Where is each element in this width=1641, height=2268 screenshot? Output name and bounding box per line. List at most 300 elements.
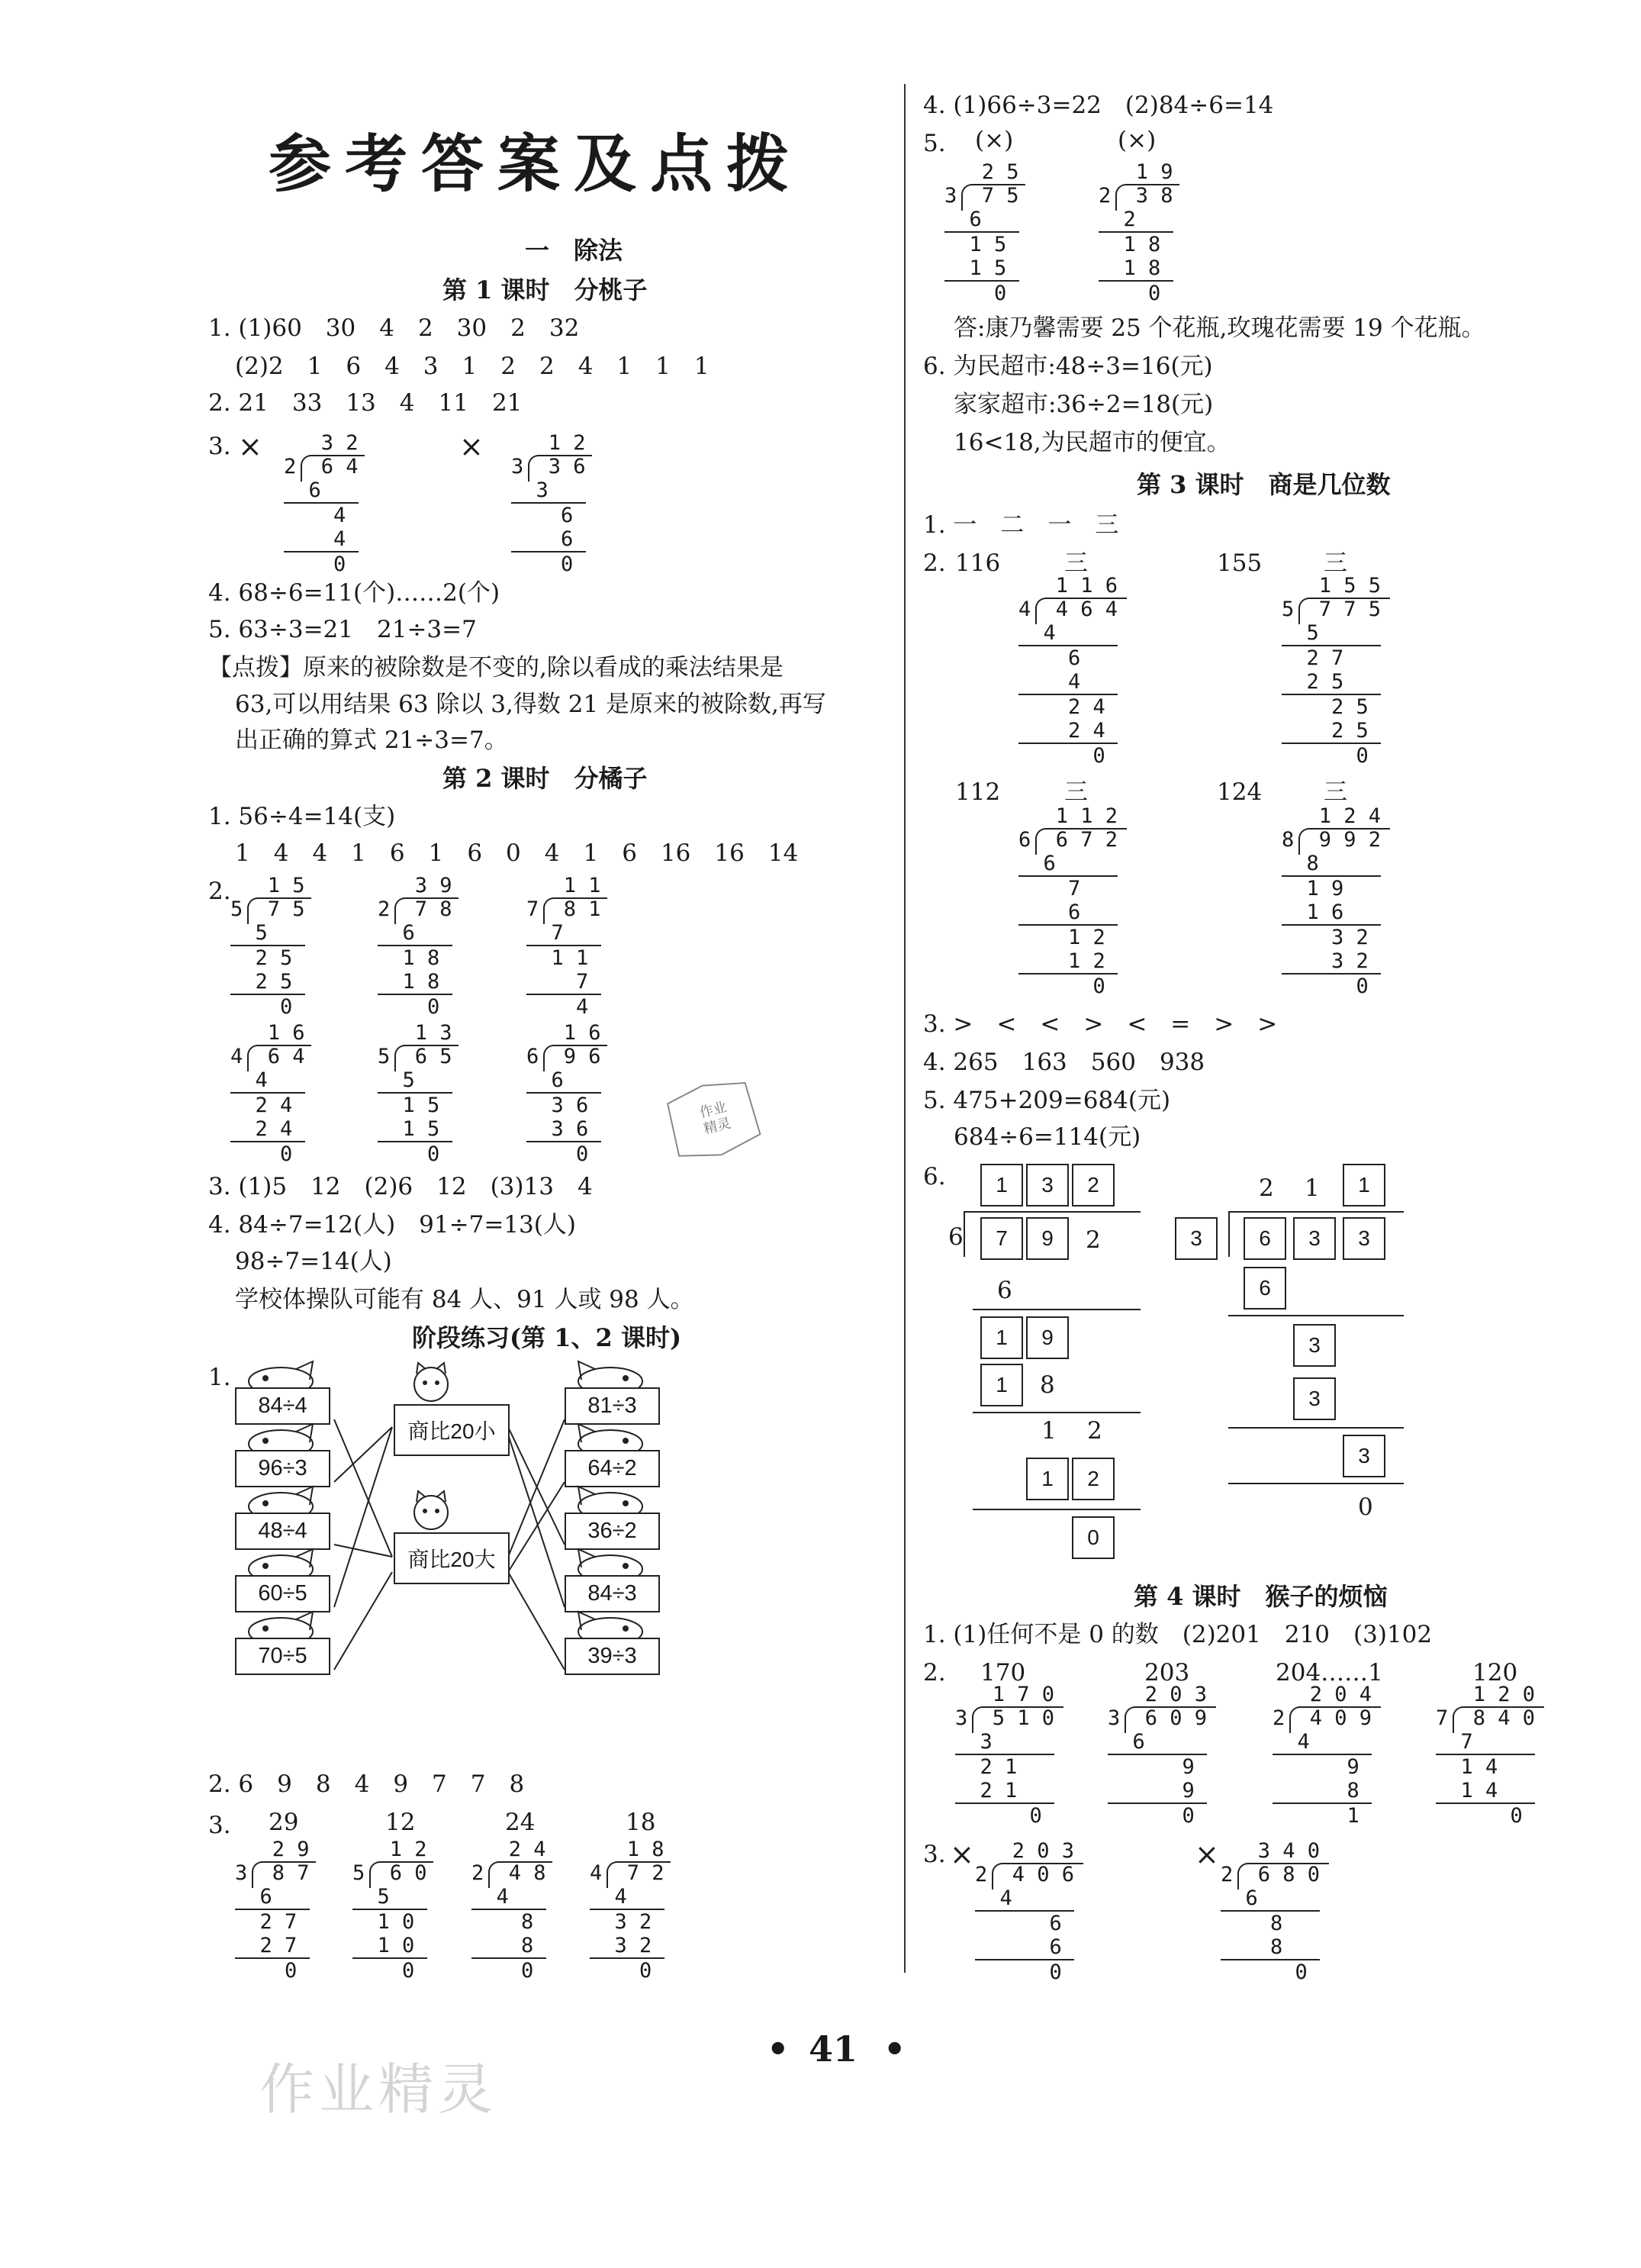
cat-box-bigger: 商比20大 (394, 1532, 510, 1584)
division-quotient: 1 8 (590, 1838, 664, 1861)
division-step: 0 (1099, 282, 1161, 305)
stage-q3-label: 18 (626, 1809, 656, 1836)
division-quotient: 2 9 (235, 1838, 310, 1861)
division-step: 6 (378, 921, 452, 946)
l3-q4: 4. 265 163 560 938 (923, 1049, 1205, 1076)
division-step: 2 4 (1018, 719, 1118, 744)
division-dividend-row: 7 8 1 (526, 897, 601, 921)
division-step: 5 (352, 1885, 427, 1910)
division-step: 2 4 (1018, 695, 1105, 719)
r-q5-mark: (×) (975, 127, 1014, 154)
svg-text:精灵: 精灵 (702, 1115, 733, 1138)
division-dividend-row: 5 7 5 (230, 897, 305, 921)
l1-q5: 5. 63÷3=21 21÷3=7 (208, 616, 477, 643)
division-step: 6 (1018, 646, 1081, 670)
division-bracket (1125, 1706, 1217, 1733)
division-dividend-row: 2 4 0 9 (1273, 1706, 1372, 1730)
division-step: 1 9 (1282, 877, 1344, 900)
division-step: 0 (1018, 975, 1105, 998)
division-step: 3 2 (1282, 949, 1381, 975)
division-step: 0 (1018, 744, 1105, 768)
division-step: 0 (352, 1959, 415, 1983)
digit-box: 3 (1026, 1164, 1069, 1206)
division-bracket (369, 1861, 434, 1888)
match-line (508, 1435, 565, 1607)
division-quotient: 3 9 (378, 874, 452, 897)
division-bracket (543, 897, 608, 924)
division-quotient: 1 1 (526, 874, 601, 897)
long-division (944, 160, 1019, 305)
digit-box: 6 (1244, 1267, 1286, 1310)
l3-q5a: 5. 475+209=684(元) (923, 1087, 1171, 1114)
division-step: 7 (526, 970, 601, 995)
digit-box: 3 (1293, 1377, 1336, 1420)
division-quotient: 1 7 0 (955, 1683, 1055, 1706)
division-step: 6 (975, 1935, 1074, 1960)
l1-q3-wrong-mark-1: × (238, 430, 262, 463)
division-quotient: 2 0 3 (975, 1839, 1075, 1863)
division-bar (1228, 1211, 1404, 1213)
division-line (973, 1509, 1141, 1510)
division-dividend-row: 4 6 4 (230, 1045, 305, 1068)
division-step: 4 (471, 1885, 546, 1910)
division-step: 2 1 (955, 1779, 1054, 1804)
division-step: 0 (955, 1804, 1042, 1828)
division-step: 3 2 (590, 1934, 664, 1959)
division-step: 9 (1108, 1779, 1207, 1804)
stage-q3-label: 12 (385, 1809, 416, 1836)
long-division (975, 1839, 1074, 1984)
fish-card (565, 1358, 660, 1423)
division-bracket (394, 897, 459, 924)
division-dividend-row: 8 9 9 2 (1282, 828, 1382, 852)
division-step: 0 (378, 995, 440, 1019)
division-quotient: 1 2 4 (1282, 804, 1382, 828)
l3-q2-label: 155 (1217, 549, 1263, 577)
division-step: 6 (1018, 852, 1118, 877)
division-quotient: 1 6 (526, 1021, 601, 1045)
stamp-logo (657, 1067, 774, 1172)
division-dividend-row: 5 6 5 (378, 1045, 452, 1068)
division-step: 2 7 (235, 1934, 310, 1959)
division-dividend-row: 5 7 7 5 (1282, 598, 1382, 621)
division-step: 0 (1282, 975, 1369, 998)
l3-q3: 3. > < < > < = > > (923, 1010, 1278, 1038)
long-division (1221, 1839, 1320, 1984)
division-quotient: 1 5 (230, 874, 305, 897)
division-step: 3 (511, 478, 586, 504)
division-step: 0 (975, 1960, 1062, 1984)
division-bracket (528, 455, 593, 482)
fish-card (235, 1421, 330, 1486)
long-division (526, 1021, 601, 1166)
division-step: 0 (378, 1142, 440, 1166)
division-step: 4 (975, 1886, 1074, 1912)
l4-q2-label: 120 (1472, 1659, 1518, 1687)
division-dividend-row: 2 4 0 6 (975, 1863, 1075, 1886)
l2-q3: 3. (1)5 12 (2)6 12 (3)13 4 (208, 1173, 593, 1200)
l1-q3-wrong-mark-2: × (459, 430, 484, 463)
digit-puzzle-b (1175, 1164, 1404, 1572)
division-step: 3 (955, 1730, 1054, 1755)
division-step: 1 0 (352, 1934, 427, 1959)
r-q5: 5. (923, 130, 946, 157)
long-division (1018, 574, 1118, 768)
long-division (511, 431, 586, 576)
division-step: 0 (590, 1959, 652, 1983)
division-step: 6 (1108, 1730, 1207, 1755)
division-step: 0 (526, 1142, 589, 1166)
fish-icon (572, 1609, 648, 1641)
unit-heading: 一 除法 (525, 236, 623, 265)
division-step: 9 (1108, 1755, 1195, 1779)
digit-box: 1 (1343, 1164, 1385, 1206)
division-quotient: 1 9 (1099, 160, 1173, 184)
match-line (508, 1572, 565, 1670)
division-step: 7 (526, 921, 601, 946)
division-bracket (1289, 1706, 1382, 1733)
division-step: 0 (235, 1959, 298, 1983)
division-bracket (1298, 598, 1391, 624)
l4-q2: 2. (923, 1659, 946, 1687)
division-step: 8 (471, 1934, 546, 1959)
l2-q4c: 学校体操队可能有 84 人、91 人或 98 人。 (235, 1286, 694, 1313)
division-step: 6 (511, 527, 586, 553)
division-step: 1 1 (526, 946, 589, 970)
fish-icon (243, 1421, 319, 1453)
l2-q4b: 98÷7=14(人) (235, 1248, 392, 1275)
division-dividend-row: 3 6 0 9 (1108, 1706, 1208, 1730)
division-step: 5 (230, 921, 305, 946)
r-q5-mark: (×) (1118, 127, 1157, 154)
fish-card-expr: 70÷5 (235, 1638, 330, 1675)
fish-icon (572, 1484, 648, 1516)
l3-q2-label: 116 (955, 549, 1001, 577)
division-step: 1 4 (1436, 1755, 1498, 1779)
puzzle-a-step: 6 (997, 1277, 1012, 1304)
division-quotient: 1 1 2 (1018, 804, 1118, 828)
division-quotient: 1 2 (511, 431, 586, 455)
r-q6a: 6. 为民超市:48÷3=16(元) (923, 353, 1213, 380)
division-step: 2 5 (1282, 670, 1381, 695)
division-bracket (252, 1861, 317, 1888)
fish-card-expr: 64÷2 (565, 1450, 660, 1487)
page-number-dot-right: • (883, 2028, 906, 2070)
division-dividend-row: 3 5 1 0 (955, 1706, 1055, 1730)
division-step: 1 2 (1018, 949, 1118, 975)
lesson3-heading: 第 3 课时 商是几位数 (1137, 470, 1391, 499)
division-dividend-row: 4 4 6 4 (1018, 598, 1118, 621)
puzzle-a-divisor: 6 (948, 1223, 964, 1251)
division-quotient: 1 3 (378, 1021, 452, 1045)
long-division (1282, 804, 1381, 998)
division-step: 1 2 (1018, 926, 1105, 949)
division-step: 0 (284, 553, 346, 576)
long-division (1273, 1683, 1372, 1828)
division-quotient: 2 4 (471, 1838, 546, 1861)
division-dividend-row: 3 3 6 (511, 455, 586, 478)
division-bracket (1115, 184, 1180, 211)
digit-box: 7 (980, 1217, 1023, 1260)
match-line (334, 1545, 392, 1557)
division-bracket (992, 1863, 1084, 1889)
division-dividend-row: 3 7 5 (944, 184, 1019, 208)
l1-tip-line3: 出正确的算式 21÷3=7。 (235, 726, 508, 754)
division-bracket (488, 1861, 553, 1888)
division-step: 0 (1108, 1804, 1195, 1828)
long-division (1436, 1683, 1535, 1828)
division-step: 1 6 (1282, 900, 1381, 926)
digit-box: 2 (1072, 1164, 1115, 1206)
long-division (1099, 160, 1173, 305)
fish-card (565, 1421, 660, 1486)
long-division (235, 1838, 310, 1983)
fish-icon (243, 1484, 319, 1516)
match-line (508, 1419, 565, 1557)
division-step: 2 4 (230, 1094, 293, 1117)
fish-card (235, 1484, 330, 1548)
l3-q2: 2. (923, 549, 946, 577)
watermark: 作业精灵 (259, 2057, 498, 2121)
l1-q1a: 1. (1)60 30 4 2 30 2 32 (208, 314, 580, 342)
stage-q2: 2. 6 9 8 4 9 7 7 8 (208, 1770, 525, 1798)
page-number: 41 (809, 2028, 858, 2070)
division-bar (964, 1211, 1141, 1213)
division-quotient: 2 0 4 (1273, 1683, 1372, 1706)
division-step: 1 5 (944, 256, 1019, 282)
digit-box: 3 (1293, 1324, 1336, 1367)
division-dividend-row: 4 7 2 (590, 1861, 664, 1885)
digit-box: 9 (1026, 1217, 1069, 1260)
long-division (590, 1838, 664, 1983)
division-step: 2 5 (1282, 695, 1369, 719)
digit-box: 2 (1072, 1458, 1115, 1500)
division-step: 4 (284, 504, 346, 527)
division-line (973, 1309, 1141, 1310)
column-divider (904, 84, 906, 1973)
division-step: 0 (230, 995, 293, 1019)
division-step: 7 (1436, 1730, 1535, 1755)
division-step: 1 8 (378, 946, 440, 970)
puzzle-a-step: 2 (1087, 1417, 1102, 1445)
digit-box: 3 (1343, 1217, 1385, 1260)
division-quotient: 2 0 3 (1108, 1683, 1208, 1706)
fish-card (235, 1546, 330, 1611)
division-line (1228, 1483, 1404, 1484)
division-dividend-row: 3 8 7 (235, 1861, 310, 1885)
division-step: 6 (944, 208, 1019, 233)
division-step: 2 5 (230, 946, 293, 970)
puzzle-b-remainder: 0 (1358, 1493, 1373, 1521)
division-step: 2 5 (230, 970, 305, 995)
division-bracket (607, 1861, 671, 1888)
long-division (1018, 804, 1118, 998)
division-step: 6 (1221, 1886, 1320, 1912)
puzzle-a-step: 1 (1041, 1417, 1057, 1445)
digit-box: 1 (980, 1164, 1023, 1206)
fish-card-expr: 36÷2 (565, 1513, 660, 1550)
fish-card (565, 1609, 660, 1674)
l4-q3-wrong-mark-1: × (950, 1838, 974, 1871)
division-step: 5 (378, 1068, 452, 1094)
r-q4: 4. (1)66÷3=22 (2)84÷6=14 (923, 92, 1274, 119)
fish-card (235, 1609, 330, 1674)
l4-q3: 3. (923, 1841, 946, 1868)
long-division (471, 1838, 546, 1983)
long-division (378, 874, 452, 1019)
digit-box: 1 (1026, 1458, 1069, 1500)
division-step: 1 8 (378, 970, 452, 995)
division-step: 1 5 (378, 1094, 440, 1117)
fish-card-expr: 81÷3 (565, 1387, 660, 1425)
long-division (230, 874, 305, 1019)
match-line (334, 1419, 392, 1557)
l2-q1: 1. 56÷4=14(支) (208, 803, 396, 830)
division-step: 6 (975, 1912, 1062, 1935)
svg-text:作业: 作业 (697, 1099, 729, 1122)
division-quotient: 3 2 (284, 431, 359, 455)
division-bracket (247, 897, 312, 924)
division-step: 8 (471, 1910, 534, 1934)
division-step: 8 (1221, 1935, 1320, 1960)
division-step: 6 (235, 1885, 310, 1910)
fish-icon (572, 1421, 648, 1453)
division-step: 0 (1436, 1804, 1523, 1828)
l3-q1: 1. 一 二 一 三 (923, 511, 1119, 539)
long-division (526, 874, 601, 1019)
l3-q2-label: 三 (1064, 778, 1088, 806)
stage-q3-label: 24 (505, 1809, 536, 1836)
division-step: 4 (230, 1068, 305, 1094)
division-step: 2 7 (1282, 646, 1344, 670)
digit-box: 9 (1026, 1316, 1069, 1359)
long-division (284, 431, 359, 576)
lesson2-heading: 第 2 课时 分橘子 (442, 764, 648, 793)
division-step: 6 (511, 504, 574, 527)
l3-q2-label: 112 (955, 778, 1001, 806)
division-dividend-row: 5 6 0 (352, 1861, 427, 1885)
stamp-icon (657, 1067, 774, 1172)
division-step: 0 (511, 553, 574, 576)
digit-box: 3 (1293, 1217, 1336, 1260)
division-quotient: 1 5 5 (1282, 574, 1382, 598)
division-quotient: 1 1 6 (1018, 574, 1118, 598)
division-step: 0 (471, 1959, 534, 1983)
division-step: 5 (1282, 621, 1381, 646)
digit-box: 1 (980, 1316, 1023, 1359)
fish-card-expr: 39÷3 (565, 1638, 660, 1675)
fish-card-expr: 84÷3 (565, 1575, 660, 1612)
division-bracket (964, 1211, 965, 1257)
stage-heading: 阶段练习(第 1、2 课时) (412, 1323, 682, 1352)
long-division (1282, 574, 1381, 768)
l1-q1b: (2)2 1 6 4 3 1 2 2 4 1 1 1 (235, 353, 709, 380)
digit-box: 3 (1175, 1217, 1218, 1260)
l4-q1: 1. (1)任何不是 0 的数 (2)201 210 (3)102 (923, 1621, 1433, 1648)
long-division (378, 1021, 452, 1166)
division-dividend-row: 2 3 8 (1099, 184, 1173, 208)
fish-icon (572, 1546, 648, 1578)
division-bracket (1298, 828, 1391, 855)
l4-q2-label: 204……1 (1276, 1659, 1383, 1687)
division-quotient: 1 6 (230, 1021, 305, 1045)
division-step: 4 (526, 995, 589, 1019)
fish-icon (243, 1609, 319, 1641)
division-step: 2 1 (955, 1755, 1018, 1779)
fish-icon (243, 1358, 319, 1390)
long-division (955, 1683, 1054, 1828)
division-dividend-row: 6 6 7 2 (1018, 828, 1118, 852)
division-step: 4 (284, 527, 359, 553)
cat-icon (404, 1360, 458, 1406)
division-step: 1 5 (944, 233, 1007, 256)
division-step: 0 (230, 1142, 293, 1166)
l2-q4a: 4. 84÷7=12(人) 91÷7=13(人) (208, 1211, 576, 1239)
division-step: 8 (1221, 1912, 1283, 1935)
cat-box-smaller: 商比20小 (394, 1404, 510, 1456)
l3-q2-label: 三 (1324, 549, 1347, 577)
l4-q3-wrong-mark-2: × (1195, 1838, 1219, 1871)
l1-q4: 4. 68÷6=11(个)……2(个) (208, 579, 500, 607)
r-answer: 答:康乃馨需要 25 个花瓶,玫瑰花需要 19 个花瓶。 (954, 314, 1485, 342)
fish-card-expr: 96÷3 (235, 1450, 330, 1487)
matching-exercise (229, 1358, 671, 1748)
division-step: 3 2 (590, 1910, 652, 1934)
l3-q5b: 684÷6=114(元) (954, 1123, 1141, 1151)
division-step: 3 6 (526, 1094, 589, 1117)
digit-box: 6 (1244, 1217, 1286, 1260)
division-step: 6 (284, 478, 359, 504)
fish-card (565, 1546, 660, 1611)
stage-q3-label: 29 (269, 1809, 299, 1836)
division-quotient: 3 4 0 (1221, 1839, 1321, 1863)
division-step: 1 (1273, 1804, 1359, 1828)
long-division (230, 1021, 305, 1166)
cat-icon (404, 1488, 458, 1534)
division-step: 4 (1018, 670, 1118, 695)
division-step: 0 (1282, 744, 1369, 768)
fish-card-expr: 48÷4 (235, 1513, 330, 1550)
division-bracket (972, 1706, 1064, 1733)
division-step: 0 (944, 282, 1007, 305)
r-q6b: 家家超市:36÷2=18(元) (954, 391, 1214, 418)
fish-card-expr: 60÷5 (235, 1575, 330, 1612)
fish-icon (243, 1546, 319, 1578)
division-step: 1 8 (1099, 256, 1173, 282)
division-bracket (247, 1045, 312, 1071)
division-step: 2 4 (230, 1117, 305, 1142)
l2-q2: 2. (208, 878, 231, 905)
puzzle-a-step: 8 (1040, 1371, 1055, 1399)
l1-tip-line2: 63,可以用结果 63 除以 3,得数 21 是原来的被除数,再写 (235, 691, 826, 718)
division-line (1228, 1427, 1404, 1429)
match-line (334, 1572, 392, 1670)
division-quotient: 2 5 (944, 160, 1019, 184)
division-step: 6 (526, 1068, 601, 1094)
division-step: 9 (1273, 1755, 1359, 1779)
division-bracket (1035, 598, 1128, 624)
l3-q2-label: 三 (1324, 778, 1347, 806)
l4-q2-label: 203 (1144, 1659, 1190, 1687)
division-line (1228, 1315, 1404, 1316)
puzzle-b-quotient-digit: 1 (1305, 1174, 1320, 1202)
l3-q2-label: 三 (1064, 549, 1088, 577)
division-quotient: 1 2 0 (1436, 1683, 1536, 1706)
division-step: 7 (1018, 877, 1081, 900)
division-step: 6 (1018, 900, 1118, 926)
l3-q6: 6. (923, 1163, 946, 1190)
division-step: 1 8 (1099, 233, 1161, 256)
